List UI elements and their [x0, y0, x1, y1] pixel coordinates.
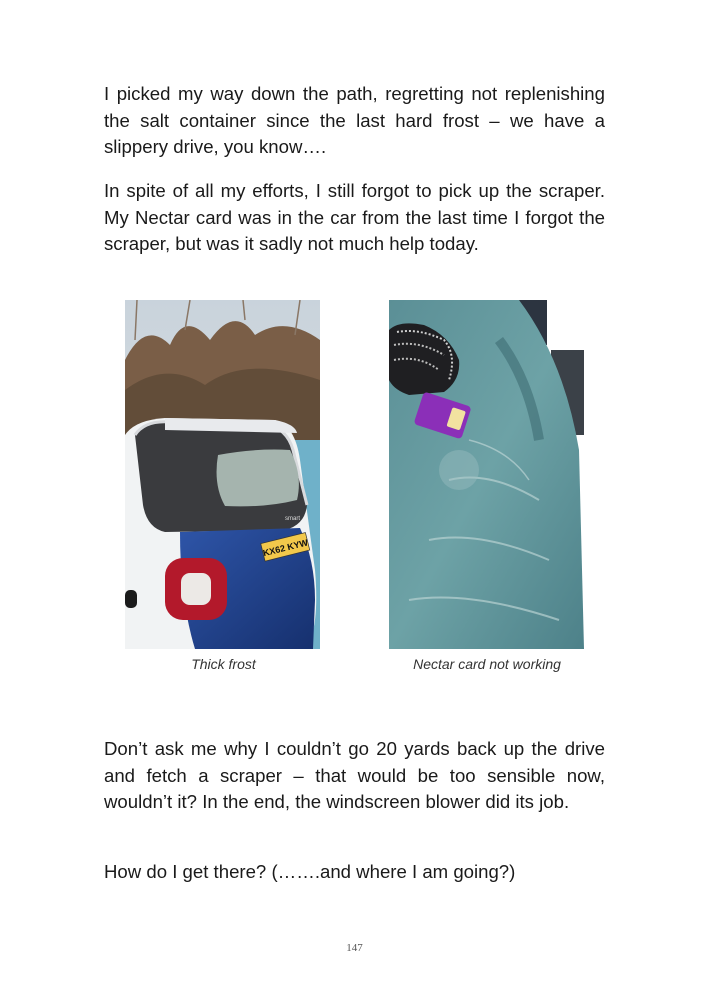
caption-left: Thick frost	[191, 656, 256, 672]
page-number: 147	[346, 942, 363, 954]
paragraph-4: How do I get there? (…….and where I am going?)	[104, 861, 516, 882]
caption-right: Nectar card not working	[413, 656, 561, 672]
paragraph-1: I picked my way down the path, regretting not replenishing the salt container since the last hard frost – we have a slippery drive, you know….	[104, 83, 605, 157]
license-plate-text: KX62 KYW	[261, 537, 310, 559]
photo-frosted-car	[125, 300, 320, 649]
paragraph-2: In spite of all my efforts, I still forgot to pick up the scraper. My Nectar card was in the car from the last time I forgot the scraper, but was it sadly not much help today.	[104, 180, 605, 254]
car-badge-text: smart	[285, 516, 300, 522]
photo-frosted-windscreen	[389, 300, 584, 649]
paragraph-3: Don’t ask me why I couldn’t go 20 yards back up the drive and fetch a scraper – that would be too sensible now, wouldn’t it? In the end, the windscreen blower did its job.	[104, 738, 605, 812]
